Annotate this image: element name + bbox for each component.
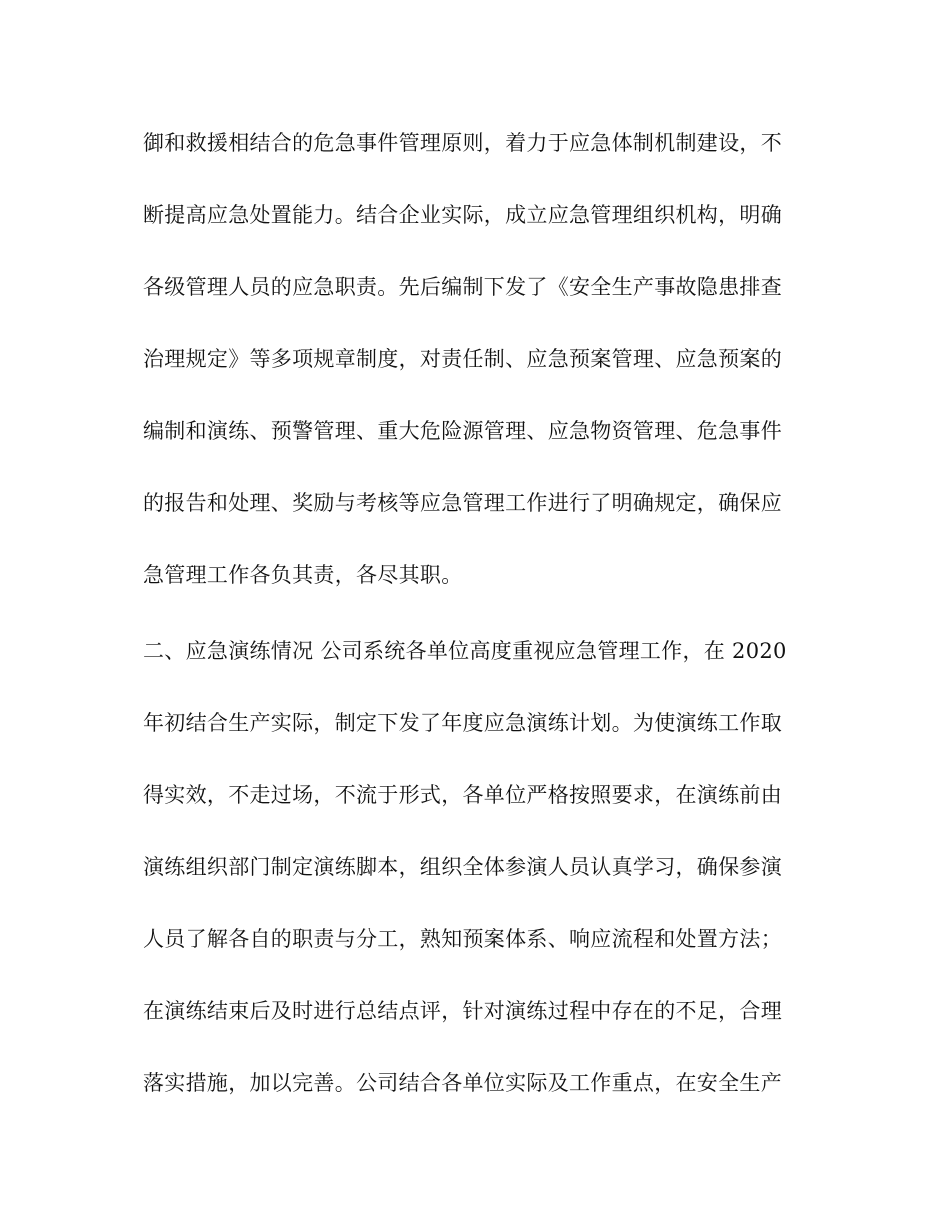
text-line: 人员了解各自的职责与分工，熟知预案体系、响应流程和处置方法； xyxy=(143,927,782,951)
text-line: 御和救援相结合的危急事件管理原则，着力于应急体制机制建设，不 xyxy=(143,131,782,155)
text-line: 治理规定》等多项规章制度，对责任制、应急预案管理、应急预案的 xyxy=(143,347,782,371)
text-line: 编制和演练、预警管理、重大危险源管理、应急物资管理、危急事件 xyxy=(143,419,782,443)
text-line: 的报告和处理、奖励与考核等应急管理工作进行了明确规定，确保应 xyxy=(143,491,782,515)
text-line: 落实措施，加以完善。公司结合各单位实际及工作重点，在安全生产 xyxy=(143,1071,782,1095)
text-line: 得实效，不走过场，不流于形式，各单位严格按照要求，在演练前由 xyxy=(143,783,782,807)
text-line: 急管理工作各负其责，各尽其职。 xyxy=(143,563,463,587)
text-line: 二、应急演练情况 公司系统各单位高度重视应急管理工作，在 2020 xyxy=(143,639,787,663)
text-line: 断提高应急处置能力。结合企业实际，成立应急管理组织机构，明确 xyxy=(143,203,782,227)
text-line: 演练组织部门制定演练脚本，组织全体参演人员认真学习，确保参演 xyxy=(143,855,782,879)
text-line: 年初结合生产实际，制定下发了年度应急演练计划。为使演练工作取 xyxy=(143,711,782,735)
text-line: 在演练结束后及时进行总结点评，针对演练过程中存在的不足，合理 xyxy=(143,999,782,1023)
text-line: 各级管理人员的应急职责。先后编制下发了《安全生产事故隐患排查 xyxy=(143,275,782,299)
